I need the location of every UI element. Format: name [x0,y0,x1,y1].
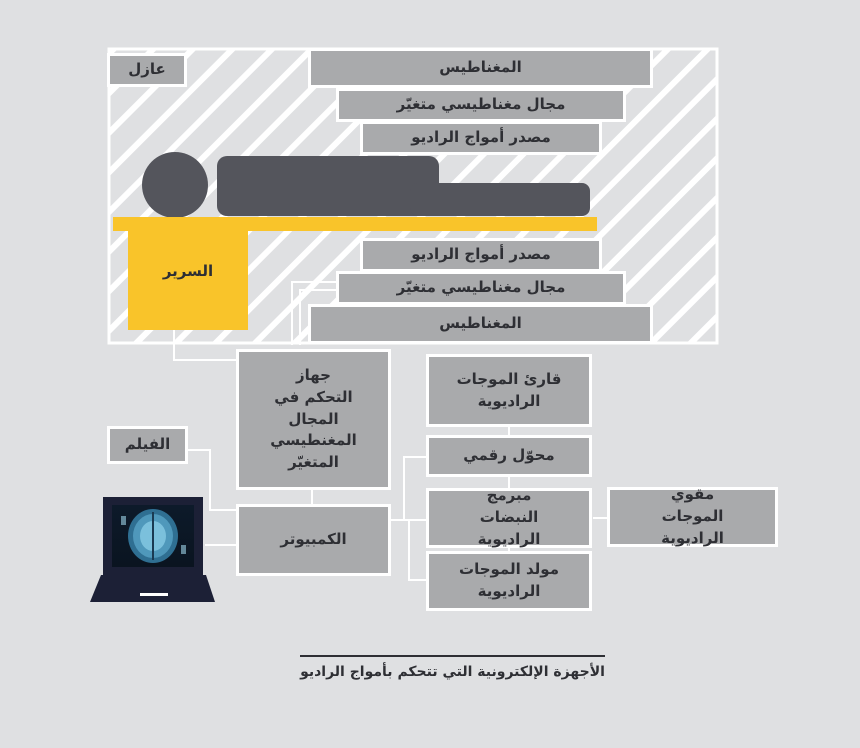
laptop-brain-scan-icon [90,497,215,602]
magnet-top: المغناطيس [308,48,653,88]
computer: الكمبيوتر [236,504,391,576]
gradient-field-bottom: مجال مغناطيسي متغيّر [336,271,626,305]
caption-rule [300,655,605,657]
magnet-bottom: المغناطيس [308,304,653,344]
film: الفيلم [107,426,188,464]
insulator-label: عازل [107,53,187,87]
pulse-programmer: مبرمج النبضات الراديوية [426,488,592,548]
rf-source-bottom: مصدر أمواج الراديو [360,238,602,272]
digitizer: محوّل رقمي [426,435,592,477]
bed-label: السرير [162,262,214,281]
rf-generator: مولد الموجات الراديوية [426,551,592,611]
caption: الأجهزة الإلكترونية التي تتحكم بأمواج الراديو [300,664,605,680]
rf-amplifier: مقوي الموجات الراديوية [607,487,778,547]
rf-reader: قارئ الموجات الراديوية [426,354,592,427]
gradient-field-top: مجال مغناطيسي متغيّر [336,88,626,122]
gradient-controller: جهاز التحكم في المجال المغنطيسي المتغيّر [236,349,391,490]
rf-source-top: مصدر أمواج الراديو [360,121,602,155]
